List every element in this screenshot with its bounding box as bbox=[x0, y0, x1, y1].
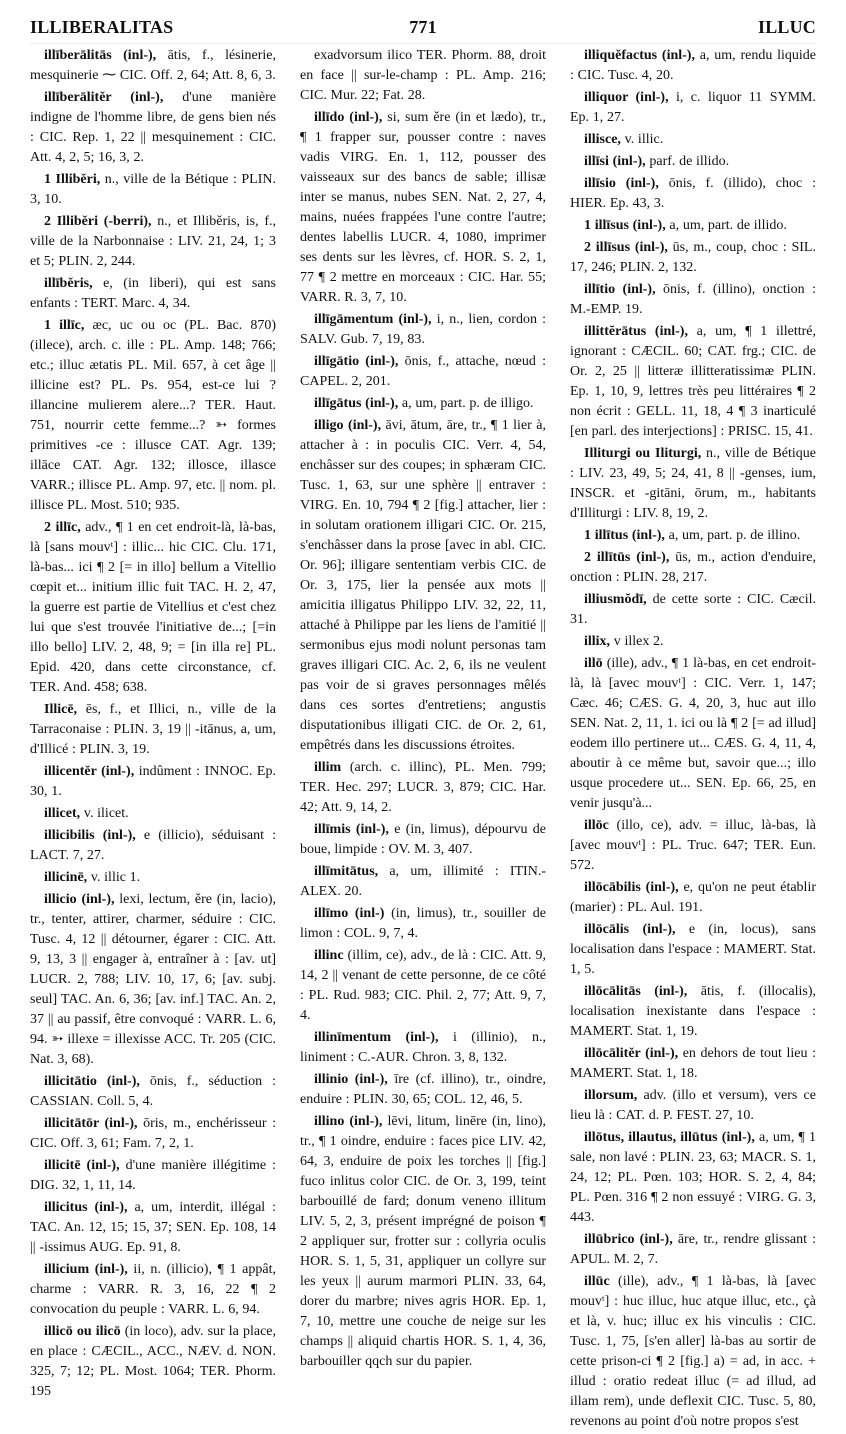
dictionary-entry bbox=[30, 700, 276, 760]
dictionary-entry bbox=[30, 804, 276, 824]
entry-headword: illicitātōr (inl-), bbox=[44, 1116, 138, 1131]
entry-headword: illiquěfactus (inl-), bbox=[584, 48, 695, 63]
entry-definition: v illex 2. bbox=[610, 634, 664, 649]
entry-definition: e (illicio), séduisant : LACT. 7, 27. bbox=[30, 828, 276, 863]
entry-definition: a, um, part. p. de illigo. bbox=[398, 396, 534, 411]
entry-headword: illicio (inl-), bbox=[44, 892, 115, 907]
dictionary-entry bbox=[570, 590, 816, 630]
entry-headword: illōcālitěr (inl-), bbox=[584, 1046, 679, 1061]
entry-definition: si, sum ěre (in et lædo), tr., ¶ 1 frapper sur, pousser contre : naves vadis VIRG. En. 1, 112, pousser des vaisseaux sur des bancs de sable; illisæ inter se manus, nubes SEN. Nat. 2, 27, 4, mains, nuées frappées l'une contre l'autre; dentes labellis LUCR. 4, 1080, imprimer ses dents sur les lèvres, cf. HOR. S. 2, 1, 77 ¶ 2 mettre en morceaux : CIC. Har. 55; VARR. R. 3, 7, 10. bbox=[300, 110, 546, 305]
entry-headword: illīsio (inl-), bbox=[584, 176, 659, 191]
entry-definition: n., et Illiběris, is, f., ville de la Narbonnaise : LIV. 21, 24, 1; 3 et 5; PLIN. 2, 244. bbox=[30, 214, 276, 269]
entry-headword: illūc bbox=[584, 1274, 610, 1289]
dictionary-entry bbox=[300, 352, 546, 392]
entry-headword: illīgātus (inl-), bbox=[314, 396, 399, 411]
dictionary-entry bbox=[30, 46, 276, 86]
entry-headword: illīgāmentum (inl-), bbox=[314, 312, 432, 327]
entry-headword: 2 Illiběri (-berri), bbox=[44, 214, 152, 229]
entry-definition: v. illic. bbox=[620, 132, 664, 147]
entry-definition: a, um, ¶ 1 sale, non lavé : PLIN. 23, 63; MACR. S. 1, 24, 12; PL. Pœn. 103; HOR. S. 2, 4, 84; PL. Pœn. 316 ¶ 2 non essuyé : VIRG. G. 3, 443. bbox=[570, 1130, 817, 1225]
entry-headword: 1 illīc, bbox=[44, 318, 85, 333]
entry-definition: (illim, ce), adv., de là : CIC. Att. 9, 14, 2 || venant de cette personne, de ce côté : PL. Rud. 983; CIC. Phil. 2, 77; Att. 9, 7, 4. bbox=[300, 948, 546, 1023]
dictionary-entry bbox=[570, 1272, 816, 1432]
entry-definition: āvi, ātum, āre, tr., ¶ 1 lier à, attacher à : in poculis CIC. Verr. 4, 54, enchâsser sur des coupes; in sphæram CIC. Tusc. 1, 63, sur une sphère || entraver : VIRG. En. 10, 794 ¶ 2 [fig.] attacher, lier : in solutam orationem illigari CIC. Or. 215, s'enchâsser dans la prose [avec in abl. CIC. Or. 96]; illigare sententiam verbis CIC. de Or. 3, 175, lier la pensée aux mots || amicitia illigatus Philippo LIV. 32, 22, 11, attaché à Philippe par les liens de l'amitié || sermonibus ejus modi nolunt personas tam graves illigari CIC. Ac. 2, 6, ils ne veulent pas voir de si graves personnages mêlés dans ces sortes d'entretiens; angustis disputationibus illigati CIC. de Or. 2, 61, empêtrés dans les discussions étroites. bbox=[300, 418, 546, 753]
column-3 bbox=[570, 46, 816, 1434]
entry-headword: illītio (inl-), bbox=[584, 282, 656, 297]
entry-definition: a, um, rendu liquide : CIC. Tusc. 4, 20. bbox=[570, 48, 816, 83]
entry-headword: illigo (inl-), bbox=[314, 418, 382, 433]
entry-headword: illicitē (inl-), bbox=[44, 1158, 120, 1173]
entry-definition: āre, tr., rendre glissant : APUL. M. 2, 7. bbox=[570, 1232, 817, 1267]
entry-headword: illīmis (inl-), bbox=[314, 822, 389, 837]
entry-headword: illinc bbox=[314, 948, 344, 963]
dictionary-entry bbox=[300, 758, 546, 818]
entry-headword: illino (inl-), bbox=[314, 1114, 383, 1129]
entry-headword: illōcālis (inl-), bbox=[584, 922, 676, 937]
entry-headword: illōtus, illautus, illūtus (inl-), bbox=[584, 1130, 755, 1145]
entry-headword: 1 illītus (inl-), bbox=[584, 528, 665, 543]
dictionary-entry bbox=[300, 820, 546, 860]
dictionary-entry bbox=[30, 762, 276, 802]
entry-definition: ūs, m., action d'enduire, onction : PLIN. 28, 217. bbox=[570, 550, 816, 585]
dictionary-entry bbox=[300, 416, 546, 756]
column-1 bbox=[30, 46, 276, 1434]
entry-headword: illinio (inl-), bbox=[314, 1072, 388, 1087]
entry-definition: i (illinio), n., liniment : C.-AUR. Chron. 3, 8, 132. bbox=[300, 1030, 547, 1065]
entry-headword: illicium (inl-), bbox=[44, 1262, 128, 1277]
entry-headword: illīberālitās (inl-), bbox=[44, 48, 157, 63]
dictionary-entry bbox=[30, 1114, 276, 1154]
dictionary-entry bbox=[30, 518, 276, 698]
entry-definition: adv. (illo et versum), vers ce lieu là : CAT. d. P. FEST. 27, 10. bbox=[570, 1088, 816, 1123]
entry-headword: illīběris, bbox=[44, 276, 93, 291]
dictionary-entry bbox=[570, 654, 816, 814]
entry-headword: illicō ou ilicō bbox=[44, 1324, 121, 1339]
dictionary-entry bbox=[570, 174, 816, 214]
dictionary-entry bbox=[30, 868, 276, 888]
dictionary-entry bbox=[570, 322, 816, 442]
dictionary-entry bbox=[300, 310, 546, 350]
entry-headword: illisce, bbox=[584, 132, 621, 147]
entry-definition: (ille), adv., ¶ 1 là-bas, en cet endroit-là, là [avec mouvᵗ] : CIC. Verr. 1, 147; Cæc. 46; CÆS. G. 4, 20, 3, huc aut illo SEN. Nat. 2, 11, 1. ici ou là ¶ 2 [= ad illud] eodem illo pertinere ut... CÆS. G. 4, 11, 4, aboutir à ce même but, savoir que...; illo usque procedere ut... SEN. Ep. 66, 25, en venir jusqu'à... bbox=[570, 656, 816, 811]
dictionary-entry bbox=[570, 920, 816, 980]
dictionary-entry bbox=[30, 890, 276, 1070]
entry-definition: a, um, illimité : ITIN.-ALEX. 20. bbox=[300, 864, 546, 899]
entry-definition: lēvi, litum, linēre (in, lino), tr., ¶ 1 oindre, enduire : faces pice LIV. 42, 64, 3, enduire de poix les torches || [fig.] fuco inlitus color CIC. de Or. 3, 199, teint barbouillé de fard; donum veneno illitum LIV. 5, 2, 3, présent imprégné de poison ¶ 2 appliquer sur, frotter sur : collyria oculis HOR. S. 1, 5, 31, appliquer un collyre sur les yeux || aurum marmori PLIN. 33, 64, dorer du marbre; nives agris HOR. Ep. 1, 7, 10, mettre une couche de neige sur les champs || aliquid chartis HOR. S. 1, 4, 36, barbouiller qqch sur du papier. bbox=[300, 1114, 546, 1369]
entry-headword: illicentěr (inl-), bbox=[44, 764, 135, 779]
dictionary-entry bbox=[570, 280, 816, 320]
entry-definition: de cette sorte : CIC. Cæcil. 31. bbox=[570, 592, 816, 627]
entry-definition: en dehors de tout lieu : MAMERT. Stat. 1, 18. bbox=[570, 1046, 816, 1081]
entry-definition: (arch. c. illinc), PL. Men. 799; TER. Hec. 297; LUCR. 3, 879; CIC. Har. 42; Att. 9, 14, 2. bbox=[300, 760, 546, 815]
entry-headword: illōcābilis (inl-), bbox=[584, 880, 679, 895]
entry-definition: (illo, ce), adv. = illuc, là-bas, là [avec mouvᵗ] : PL. Truc. 647; TER. Eun. 572. bbox=[570, 818, 816, 873]
dictionary-entry bbox=[570, 548, 816, 588]
entry-definition: ōnis, f. (illino), onction : M.-EMP. 19. bbox=[570, 282, 816, 317]
dictionary-entry bbox=[30, 316, 276, 516]
column-2 bbox=[300, 46, 546, 1434]
dictionary-entry bbox=[30, 1322, 276, 1402]
entry-headword: illim bbox=[314, 760, 342, 775]
entry-definition: īre (cf. illino), tr., oindre, enduire : PLIN. 30, 65; COL. 12, 46, 5. bbox=[300, 1072, 546, 1107]
entry-headword: illittĕrātus (inl-), bbox=[584, 324, 688, 339]
dictionary-entry bbox=[30, 1072, 276, 1112]
dictionary-entry bbox=[300, 108, 546, 308]
entry-headword: illiquor (inl-), bbox=[584, 90, 669, 105]
columns bbox=[30, 46, 817, 1429]
entry-definition: d'une manière illégitime : DIG. 32, 1, 11, 14. bbox=[30, 1158, 276, 1193]
entry-headword: illinīmentum (inl-), bbox=[314, 1030, 439, 1045]
header-rule bbox=[30, 43, 816, 44]
entry-definition: a, um, part. de illido. bbox=[665, 218, 787, 233]
entry-definition: n., ville de la Bétique : PLIN. 3, 10. bbox=[30, 172, 276, 207]
entry-headword: 2 illītūs (inl-), bbox=[584, 550, 670, 565]
entry-definition: exadvorsum ilico TER. Phorm. 88, droit en face || sur-le-champ : PL. Amp. 216; CIC. Mur. 22; Fat. 28. bbox=[300, 48, 546, 103]
dictionary-entry bbox=[570, 88, 816, 128]
entry-definition: indûment : INNOC. Ep. 30, 1. bbox=[30, 764, 276, 799]
entry-definition: ōnis, f., attache, nœud : CAPEL. 2, 201. bbox=[300, 354, 546, 389]
entry-definition: ōris, m., enchérisseur : CIC. Off. 3, 61; Fam. 7, 2, 1. bbox=[30, 1116, 277, 1151]
entry-headword: Illiturgi ou Iliturgi, bbox=[584, 446, 702, 461]
entry-headword: 1 Illiběri, bbox=[44, 172, 101, 187]
entry-headword: 2 illīsus (inl-), bbox=[584, 240, 668, 255]
dictionary-entry bbox=[300, 862, 546, 902]
page-header bbox=[30, 12, 816, 42]
dictionary-entry bbox=[30, 274, 276, 314]
dictionary-entry bbox=[300, 1028, 546, 1068]
entry-definition: a, um, interdit, illégal : TAC. An. 12, 15; 15, 37; SEN. Ep. 108, 14 || -issimus AUG. Ep. 91, 8. bbox=[30, 1200, 276, 1255]
entry-definition: i, c. liquor 11 SYMM. Ep. 1, 27. bbox=[570, 90, 817, 125]
entry-headword: illīmitātus, bbox=[314, 864, 379, 879]
dictionary-entry bbox=[300, 904, 546, 944]
entry-headword: illīgātio (inl-), bbox=[314, 354, 399, 369]
entry-definition: parf. de illido. bbox=[645, 154, 730, 169]
dictionary-entry bbox=[570, 444, 816, 524]
entry-headword: 1 illīsus (inl-), bbox=[584, 218, 666, 233]
header-left-guideword: ILLIBERALITAS bbox=[30, 16, 174, 37]
dictionary-entry bbox=[570, 1044, 816, 1084]
dictionary-entry bbox=[300, 1112, 546, 1372]
dictionary-entry bbox=[570, 1086, 816, 1126]
entry-definition: e, (in liberi), qui est sans enfants : TERT. Marc. 4, 34. bbox=[30, 276, 276, 311]
entry-headword: illicitus (inl-), bbox=[44, 1200, 128, 1215]
dictionary-entry bbox=[570, 816, 816, 876]
entry-headword: illicinē, bbox=[44, 870, 88, 885]
entry-headword: illīberālitěr (inl-), bbox=[44, 90, 164, 105]
dictionary-entry bbox=[570, 878, 816, 918]
dictionary-entry bbox=[570, 1230, 816, 1270]
entry-headword: illix, bbox=[584, 634, 611, 649]
dictionary-entry bbox=[300, 394, 546, 414]
entry-definition: n., ville de Bétique : LIV. 23, 49, 5; 24, 41, 8 || -genses, ium, INSCR. et -gitāni, ōrum, m., habitants d'Illiturgi : LIV. 8, 19, 2. bbox=[570, 446, 816, 521]
entry-definition: (in, limus), tr., souiller de limon : COL. 9, 7, 4. bbox=[300, 906, 546, 941]
entry-definition: ūs, m., coup, choc : SIL. 17, 246; PLIN. 2, 132. bbox=[570, 240, 816, 275]
entry-headword: illicibilis (inl-), bbox=[44, 828, 136, 843]
entry-definition: d'une manière indigne de l'homme libre, de gens bien nés : CIC. Rep. 1, 22 || mesquinement : CIC. Att. 4, 2, 5; 16, 3, 2. bbox=[30, 90, 276, 165]
entry-definition: ēs, f., et Illici, n., ville de la Tarraconaise : PLIN. 3, 19 || -itānus, a, um, d'Illicé : PLIN. 3, 19. bbox=[30, 702, 276, 757]
entry-definition: ii, n. (illicio), ¶ 1 appât, charme : VARR. R. 3, 16, 22 ¶ 2 convocation du peuple : VARR. L. 6, 94. bbox=[30, 1262, 276, 1317]
entry-definition: v. ilicet. bbox=[80, 806, 129, 821]
dictionary-entry bbox=[570, 526, 816, 546]
entry-definition: v. illic 1. bbox=[87, 870, 141, 885]
entry-headword: illicitātio (inl-), bbox=[44, 1074, 140, 1089]
entry-headword: illōcālitās (inl-), bbox=[584, 984, 688, 999]
dictionary-entry bbox=[30, 1156, 276, 1196]
dictionary-entry bbox=[30, 826, 276, 866]
entry-headword: illīmo (inl-) bbox=[314, 906, 385, 921]
dictionary-entry bbox=[30, 170, 276, 210]
entry-definition: e (in, limus), dépourvu de boue, limpide : OV. M. 3, 407. bbox=[300, 822, 546, 857]
entry-definition: ātis, f. (illocalis), localisation inexistante dans l'espace : MAMERT. Stat. 1, 19. bbox=[570, 984, 816, 1039]
dictionary-entry bbox=[300, 946, 546, 1026]
dictionary-entry bbox=[300, 1070, 546, 1110]
entry-definition: æc, uc ou oc (PL. Bac. 870) (illece), arch. c. ille : PL. Amp. 148; 766; etc.; illuc ætatis PL. Mil. 657, à cet âge || illicine est? PL. Ps. 954, est-ce lui ? illancine mulierem alere...? TER. Haut. 751, nourrir cette femme...? ➳ formes primitives -ce : illusce CAT. Agr. 139; illāce CAT. Agr. 132; illosce, illasce VARR.; illisce PL. Amp. 97, etc. || nom. pl. illisce PL. Most. 510; 935. bbox=[30, 318, 276, 513]
entry-definition: e, qu'on ne peut établir (marier) : PL. Aul. 191. bbox=[570, 880, 817, 915]
entry-definition: lexi, lectum, ěre (in, lacio), tr., tenter, attirer, charmer, séduire : CIC. Tusc. 4, 12 || détourner, égarer : CIC. Att. 9, 13, 3 || engager à, entraîner à : [av. ut] LUCR. 2, 788; LIV. 10, 17, 6; [av. subj. seul] TAC. An. 6, 36; [av. inf.] TAC. An. 2, 37 || au passif, être convoqué : VARR. L. 6, 94. ➳ illexe = illexisse ACC. Tr. 205 (CIC. Nat. 3, 68). bbox=[30, 892, 276, 1067]
entry-definition: (in loco), adv. sur la place, en place : CÆCIL., ACC., NÆV. d. NON. 325, 7; 12; PL. Most. 1064; TER. Phorm. 195 bbox=[30, 1324, 277, 1399]
entry-definition: a, um, ¶ 1 illettré, ignorant : CÆCIL. 60; CAT. frg.; CIC. de Or. 2, 25 || litteræ illitteratissimæ PLIN. Ep. 1, 10, 9, lettres très peu littéraires ¶ 2 non écrit : GELL. 11, 18, 4 ¶ 3 inarticulé [en parl. des interjections] : PRISC. 15, 41. bbox=[570, 324, 816, 439]
entry-headword: illicet, bbox=[44, 806, 81, 821]
entry-headword: 2 illīc, bbox=[44, 520, 81, 535]
entry-headword: illōc bbox=[584, 818, 609, 833]
entry-headword: illīdo (inl-), bbox=[314, 110, 383, 125]
page-number: 771 bbox=[409, 16, 437, 37]
entry-headword: Illicē, bbox=[44, 702, 78, 717]
entry-headword: illūbrico (inl-), bbox=[584, 1232, 673, 1247]
entry-headword: illiusmŏdī, bbox=[584, 592, 647, 607]
dictionary-entry bbox=[570, 46, 816, 86]
dictionary-entry bbox=[300, 46, 546, 106]
entry-definition: ātis, f., lésinerie, mesquinerie ⁓ CIC. Off. 2, 64; Att. 8, 6, 3. bbox=[30, 48, 276, 83]
dictionary-entry bbox=[30, 212, 276, 272]
entry-definition: e (in, locus), sans localisation dans l'espace : MAMERT. Stat. 1, 5. bbox=[570, 922, 816, 977]
dictionary-entry bbox=[570, 152, 816, 172]
dictionary-entry bbox=[30, 88, 276, 168]
dictionary-entry bbox=[570, 216, 816, 236]
dictionary-entry bbox=[570, 130, 816, 150]
entry-definition: i, n., lien, cordon : SALV. Gub. 7, 19, 83. bbox=[300, 312, 546, 347]
entry-headword: illorsum, bbox=[584, 1088, 638, 1103]
header-right-guideword: ILLUC bbox=[757, 16, 816, 37]
entry-definition: a, um, part. p. de illino. bbox=[664, 528, 801, 543]
dictionary-entry bbox=[570, 1128, 816, 1228]
dictionary-entry bbox=[570, 238, 816, 278]
entry-definition: adv., ¶ 1 en cet endroit-là, là-bas, là [sans mouvᵗ] : illic... hic CIC. Clu. 171, là-bas... ici ¶ 2 [= in illo] bellum a Vitellio cœpit et... initium illic fuit TAC. H. 2, 47, la guerre est partie de Vitellius et c'est chez lui que s'est trouvée l'initiative de...; [=in illo bello] LIV. 2, 48, 9; = [in illa re] PL. Epid. 420, dans cette circonstance, cf. TER. And. 458; 638. bbox=[30, 520, 276, 695]
entry-headword: illō bbox=[584, 656, 603, 671]
entry-headword: illīsi (inl-), bbox=[584, 154, 646, 169]
dictionary-entry bbox=[570, 632, 816, 652]
entry-definition: ōnis, f. (illido), choc : HIER. Ep. 43, 3. bbox=[570, 176, 816, 211]
dictionary-entry bbox=[570, 982, 816, 1042]
entry-definition: ōnis, f., séduction : CASSIAN. Coll. 5, 4. bbox=[30, 1074, 276, 1109]
entry-definition: (ille), adv., ¶ 1 là-bas, là [avec mouvᵗ] : huc illuc, huc atque illuc, etc., çà et là, v. huc; illuc ex his vinculis : CIC. Tusc. 1, 75, [s'en aller] là-bas au sortir de cette prison-ci ¶ 2 [fig.] a) = ad, in acc. + illud : oratio redeat illuc (= ad illud, ad illam rem), unde deflexit CIC. Tusc. 5, 80, revenons au point d'où notre propos s'est bbox=[570, 1274, 816, 1429]
dictionary-entry bbox=[30, 1260, 276, 1320]
dictionary-entry bbox=[30, 1198, 276, 1258]
